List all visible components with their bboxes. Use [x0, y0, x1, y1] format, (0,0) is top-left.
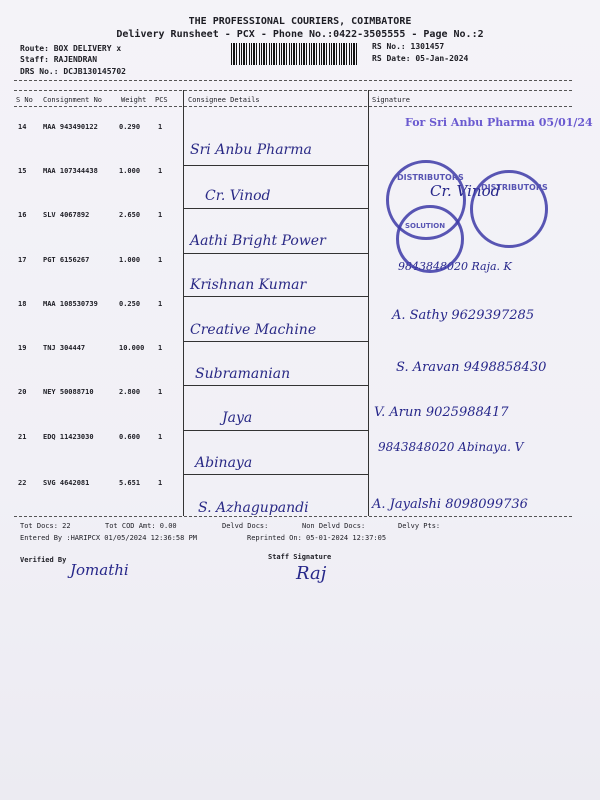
row-sno: 14 — [18, 123, 27, 131]
row-pcs: 1 — [158, 211, 163, 219]
row-pcs: 1 — [158, 388, 163, 396]
divider — [14, 106, 572, 107]
row-weight: 2.800 — [119, 388, 141, 396]
row-signature: 9843848020 Abinaya. V — [378, 440, 524, 454]
row-consignment: TNJ 304447 — [43, 344, 86, 352]
row-signature: A. Jayalshi 8098099736 — [372, 497, 528, 512]
solution-stamp: SOLUTION — [396, 205, 464, 273]
row-weight: 1.000 — [119, 256, 141, 264]
verified-signature: Jomathi — [70, 561, 129, 579]
row-signature: 9843848020 Raja. K — [398, 260, 512, 273]
row-sno: 20 — [18, 388, 27, 396]
row-consignee: Krishnan Kumar — [190, 277, 307, 293]
row-consignee: Abinaya — [195, 455, 253, 471]
row-sno: 16 — [18, 211, 27, 219]
row-signature: S. Aravan 9498858430 — [396, 360, 547, 375]
reprinted-on: Reprinted On: 05-01-2024 12:37:05 — [247, 534, 387, 542]
col-signature: Signature — [372, 96, 410, 104]
row-sno: 17 — [18, 256, 27, 264]
barcode — [231, 43, 357, 65]
row-consignee: Subramanian — [195, 366, 291, 382]
row-consignee: Creative Machine — [190, 322, 317, 338]
row-rule — [183, 253, 368, 254]
row-sno: 21 — [18, 433, 27, 441]
delivery-points: Delvy Pts: — [398, 522, 441, 530]
row-consignment: PGT 6156267 — [43, 256, 90, 264]
entered-by: Entered By :HARIPCX 01/05/2024 12:36:58 PM — [20, 534, 198, 542]
non-delivered-docs: Non Delvd Docs: — [302, 522, 366, 530]
row-weight: 10.000 — [119, 344, 145, 352]
row-rule — [183, 474, 368, 475]
row-rule — [183, 341, 368, 342]
row-pcs: 1 — [158, 256, 163, 264]
runsheet-subtitle: Delivery Runsheet - PCX - Phone No.:0422-3505555 - Page No.:2 — [116, 29, 484, 40]
route-label: Route: BOX DELIVERY x — [20, 44, 122, 53]
staff-signature: Raj — [296, 563, 327, 584]
delivered-docs: Delvd Docs: — [222, 522, 269, 530]
row-consignment: NEY 50088710 — [43, 388, 94, 396]
company-title: THE PROFESSIONAL COURIERS, COIMBATORE — [188, 16, 412, 27]
row-consignment: EDQ 11423030 — [43, 433, 94, 441]
row-consignee: Sri Anbu Pharma — [190, 142, 312, 158]
total-docs: Tot Docs: 22 — [20, 522, 71, 530]
rs-number: RS No.: 1301457 — [372, 42, 445, 51]
signature-column-border — [368, 90, 369, 516]
row-rule — [183, 165, 368, 166]
col-pcs: PCS — [155, 96, 168, 104]
divider — [14, 90, 572, 91]
row-signature: A. Sathy 9629397285 — [392, 308, 535, 323]
drs-number: DRS No.: DCJB130145702 — [20, 67, 126, 76]
row-rule — [183, 296, 368, 297]
row-rule — [183, 430, 368, 431]
row-consignment: MAA 943490122 — [43, 123, 98, 131]
row-sno: 18 — [18, 300, 27, 308]
consignee-column-border — [183, 90, 184, 516]
row-pcs: 1 — [158, 479, 163, 487]
row-consignment: MAA 107344438 — [43, 167, 98, 175]
row-sno: 22 — [18, 479, 27, 487]
col-consignee: Consignee Details — [188, 96, 260, 104]
row-pcs: 1 — [158, 300, 163, 308]
row-pcs: 1 — [158, 433, 163, 441]
rs-date: RS Date: 05-Jan-2024 — [372, 54, 469, 63]
row-weight: 0.250 — [119, 300, 141, 308]
distributor-stamp: DISTRIBUTORS — [470, 170, 548, 248]
total-cod-amount: Tot COD Amt: 0.00 — [105, 522, 177, 530]
row-pcs: 1 — [158, 123, 163, 131]
row-signature: Cr. Vinod — [430, 182, 501, 200]
row-consignment: MAA 108530739 — [43, 300, 98, 308]
row-rule — [183, 385, 368, 386]
row-consignee: S. Azhagupandi — [198, 500, 309, 516]
row-sno: 15 — [18, 167, 27, 175]
verified-by-label: Verified By — [20, 556, 67, 564]
row-weight: 0.290 — [119, 123, 141, 131]
row-rule — [183, 208, 368, 209]
row-consignee: Aathi Bright Power — [190, 233, 326, 249]
col-sno: S No — [16, 96, 33, 104]
row-weight: 1.000 — [119, 167, 141, 175]
row-consignee: Cr. Vinod — [205, 188, 271, 204]
row-pcs: 1 — [158, 344, 163, 352]
divider — [14, 516, 572, 517]
staff-signature-label: Staff Signature — [268, 553, 332, 561]
row-weight: 2.650 — [119, 211, 141, 219]
row-weight: 0.600 — [119, 433, 141, 441]
staff-label: Staff: RAJENDRAN — [20, 55, 98, 64]
divider — [14, 80, 572, 81]
row-consignment: SLV 4067892 — [43, 211, 90, 219]
row-consignee: Jaya — [222, 410, 253, 426]
row-weight: 5.651 — [119, 479, 141, 487]
row-signature: For Sri Anbu Pharma 05/01/24 — [405, 116, 593, 129]
row-sno: 19 — [18, 344, 27, 352]
col-consignment: Consignment No — [43, 96, 103, 104]
col-weight: Weight — [121, 96, 147, 104]
row-pcs: 1 — [158, 167, 163, 175]
row-consignment: SVG 4642081 — [43, 479, 90, 487]
distributor-stamp: DISTRIBUTORS — [386, 160, 466, 240]
row-signature: V. Arun 9025988417 — [374, 405, 509, 420]
